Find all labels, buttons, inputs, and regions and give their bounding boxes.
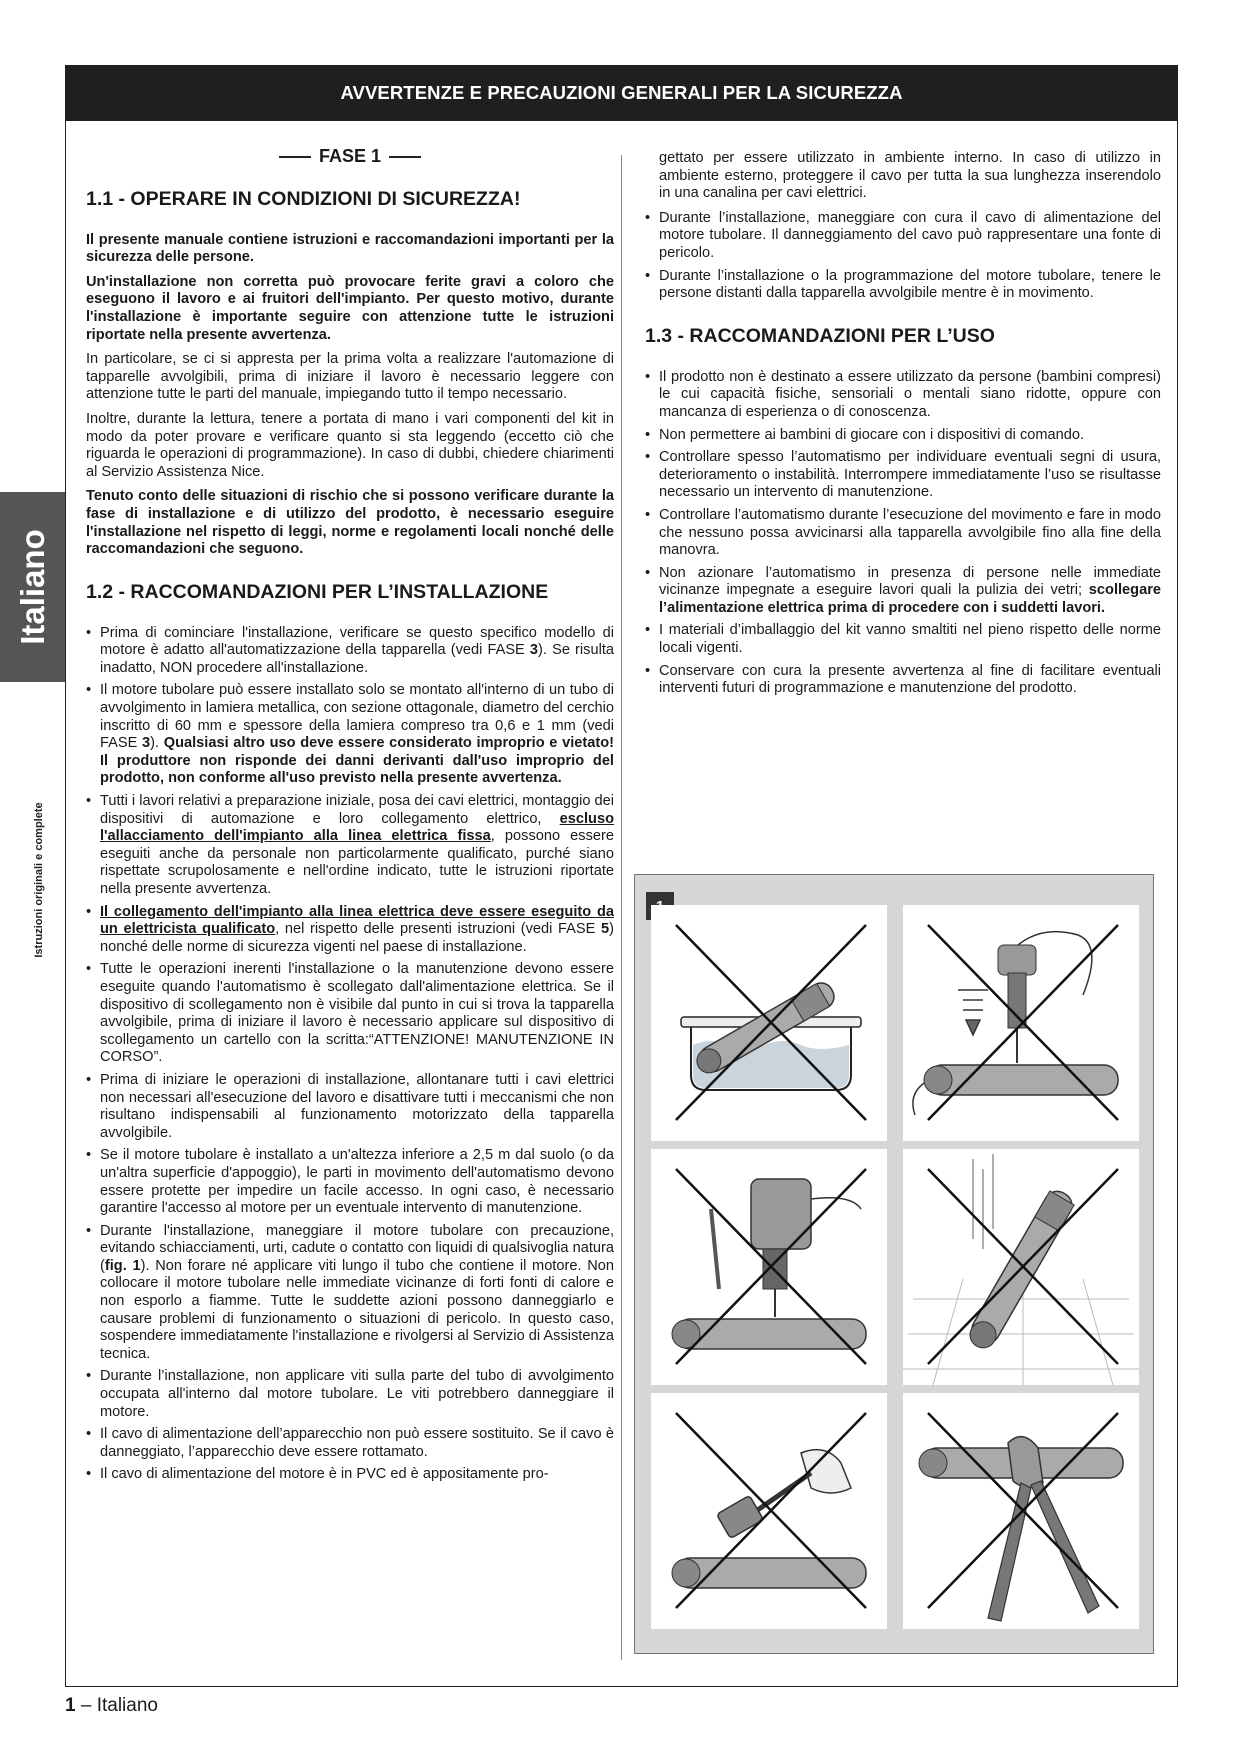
list-item: • Conservare con cura la presente avvertenza al fine di facilitare eventuali interventi futuri di programmazione e manutenzione del prodotto.	[645, 663, 1161, 698]
side-note: Istruzioni originali e complete	[33, 802, 45, 958]
section-1-1-title: 1.1 - OPERARE IN CONDIZIONI DI SICUREZZA!	[86, 187, 521, 210]
intro-paragraph-1: Il presente manuale contiene istruzioni e raccomandazioni importanti per la sicurezza delle persone.	[86, 231, 614, 266]
list-item: • Se il motore tubolare è installato a un'altezza inferiore a 2,5 m dal suolo (o da un'altra superficie d'appoggio), le parti in movimento dell'automatismo devono essere protette per impedire un facile accesso. In ogni caso, è necessario garantire l'accesso al motore per un eventuale intervento di manutenzione.	[86, 1147, 614, 1217]
hammer-on-tube-illustration	[651, 1393, 887, 1629]
motor-in-water-illustration	[651, 905, 887, 1141]
language-tab	[0, 492, 65, 682]
intro-paragraph-4: Inoltre, durante la lettura, tenere a portata di mano i vari componenti del kit in modo da poter provare e verificare quanto si sta leggendo (eccetto ciò che riguarda le operazioni di programmazione). In caso di dubbi, chiedere chiarimenti al Servizio Assistenza Nice.	[86, 410, 614, 480]
installation-list	[86, 625, 614, 1484]
language-tab-label: Italiano	[13, 529, 51, 645]
list-item: • Il collegamento dell'impianto alla linea elettrica deve essere eseguito da un elettricista qualificato, nel rispetto delle presenti istruzioni (vedi FASE 5) nonché delle norme di sicurezza vigenti nel paese di installazione.	[86, 904, 614, 957]
section-1-2-title: 1.2 - RACCOMANDAZIONI PER L’INSTALLAZIONE	[86, 580, 549, 603]
continued-paragraph: gettato per essere utilizzato in ambiente interno. In caso di utilizzo in ambiente esterno, proteggere il cavo per tutta la sua lunghezza inserendolo in una canalina per cavi elettrici.	[659, 150, 1161, 202]
section-1-3-title: 1.3 - RACCOMANDAZIONI PER L’USO	[645, 324, 995, 347]
panel-motor-dropped	[903, 1149, 1139, 1385]
footer-language: – Italiano	[80, 1695, 158, 1716]
list-item: • Il motore tubolare può essere installato solo se montato all'interno di un tubo di avvolgimento in lamiera metallica, con sezione ottagonale, diametro del cerchio inscritto di 60 mm e spessore della lamiera compreso tra 0,6 e 1 mm (vedi FASE 3). Qualsiasi altro uso deve essere considerato improprio e vietato! Il produttore non risponde dei danni derivanti dall'uso improprio del prodotto, non conforme all'uso previsto nella presente avvertenza.	[86, 682, 614, 788]
motor-dropped-illustration	[903, 1149, 1139, 1385]
list-item: • Controllare l’automatismo durante l’esecuzione del movimento e fare in modo che nessuno possa avvicinarsi alla tapparella avvolgibile fino alla fine della manovra.	[645, 507, 1161, 560]
intro-paragraph-2: Un'installazione non corretta può provocare ferite gravi a coloro che eseguono il lavoro e ai fruitori dell'impianto. Per questo motivo, durante l'installazione è importante seguire con attenzione tutte le istruzioni riportate nella presente avvertenza.	[86, 273, 614, 343]
header-title: AVVERTENZE E PRECAUZIONI GENERALI PER LA SICUREZZA	[340, 82, 903, 103]
page-footer	[65, 1695, 158, 1717]
intro-paragraph-5: Tenuto conto delle situazioni di rischio che si possono verificare durante la fase di installazione e di utilizzo del prodotto, è necessario eseguire l'installazione nel rispetto di leggi, norme e regolamenti locali nonché delle raccomandazioni che seguono.	[86, 488, 614, 558]
list-item: • Non permettere ai bambini di giocare con i dispositivi di comando.	[645, 427, 1161, 445]
list-item: • Tutte le operazioni inerenti l'installazione o la manutenzione devono essere eseguite quando l'automatismo è scollegato dall'alimentazione elettrica. Se il dispositivo di scollegamento non è visibile dal punto in cui si trova la tapparella avvolgibile, prima di iniziare il lavoro è necessario applicare sul dispositivo di scollegamento un cartello con la scritta:“ATTENZIONE! MANUTENZIONE IN CORSO”.	[86, 961, 614, 1067]
right-column	[645, 150, 1161, 703]
list-item: • Durante l’installazione, non applicare viti sulla parte del tubo di avvolgimento occupata all'interno dal motore tubolare. Le viti potrebbero danneggiare il motore.	[86, 1368, 614, 1421]
screw-into-tube-illustration	[903, 905, 1139, 1141]
pliers-on-tube-illustration	[903, 1393, 1139, 1629]
page-number: 1	[65, 1695, 76, 1716]
left-column	[86, 140, 614, 1489]
list-item: • Prima di cominciare l'installazione, verificare se questo specifico modello di motore è adatto all'automatizzazione della tapparella (vedi FASE 3). Se risulta inadatto, NON procedere all'installazione.	[86, 625, 614, 678]
list-item: • I materiali d’imballaggio del kit vanno smaltiti nel pieno rispetto delle norme locali vigenti.	[645, 622, 1161, 657]
panel-screw-into-tube	[903, 905, 1139, 1141]
figure-1	[634, 874, 1154, 1654]
column-divider	[621, 155, 622, 1660]
page-header	[65, 65, 1178, 121]
panel-motor-in-water	[651, 905, 887, 1141]
panel-drill-into-tube	[651, 1149, 887, 1385]
list-item: • Durante l'installazione, maneggiare il motore tubolare con precauzione, evitando schiacciamenti, urti, cadute o contatto con liquidi di qualsivoglia natura (fig. 1). Non forare né applicare viti lungo il tubo che contiene il motore. Non collocare il motore tubolare nelle immediate vicinanze di forti fonti di calore e non esporlo a fiamme. Tutte le suddette azioni possono danneggiarlo e causare problemi di funzionamento o situazioni di pericolo. In questo caso, sospendere immediatamente l'installazione e rivolgersi al Servizio di Assistenza tecnica.	[86, 1223, 614, 1364]
list-item: • Durante l’installazione, maneggiare con cura il cavo di alimentazione del motore tubolare. Il danneggiamento del cavo può rappresentare una fonte di pericolo.	[645, 210, 1161, 263]
panel-pliers-on-tube	[903, 1393, 1139, 1629]
panel-hammer-on-tube	[651, 1393, 887, 1629]
list-item: • Prima di iniziare le operazioni di installazione, allontanare tutti i cavi elettrici non necessari all'esecuzione del lavoro e disattivare tutti i meccanismi che non risultano indispensabili al funzionamento motorizzato della tapparella avvolgibile.	[86, 1072, 614, 1142]
intro-paragraph-3: In particolare, se ci si appresta per la prima volta a realizzare l'automazione di tapparelle avvolgibili, prima di iniziare il lavoro è necessario leggere con attenzione tutte le parti del manuale, impiegando tutto il tempo necessario.	[86, 351, 614, 403]
list-item: • Non azionare l’automatismo in presenza di persone nelle immediate vicinanze impegnate a eseguire lavori quali la pulizia dei vetri; scollegare l’alimentazione elettrica prima di procedere con i suddetti lavori.	[645, 565, 1161, 618]
usage-list	[645, 369, 1161, 698]
list-item: • Il cavo di alimentazione dell’apparecchio non può essere sostituito. Se il cavo è danneggiato, l’apparecchio deve essere rottamato.	[86, 1426, 614, 1461]
installation-list-continued	[645, 210, 1161, 303]
phase-heading: FASE 1	[86, 148, 614, 166]
list-item: • Il cavo di alimentazione del motore è in PVC ed è appositamente pro-	[86, 1466, 614, 1484]
list-item: • Controllare spesso l’automatismo per individuare eventuali segni di usura, deterioramento o instabilità. Interrompere immediatamente l’uso se risultasse necessario un intervento di manutenzione.	[645, 449, 1161, 502]
list-item: • Durante l’installazione o la programmazione del motore tubolare, tenere le persone distanti dalla tapparella avvolgibile mentre è in movimento.	[645, 268, 1161, 303]
list-item: • Il prodotto non è destinato a essere utilizzato da persone (bambini compresi) le cui capacità fisiche, sensoriali o mentali siano ridotte, oppure con mancanza di esperienza o di conoscenza.	[645, 369, 1161, 422]
drill-into-tube-illustration	[651, 1149, 887, 1385]
list-item: • Tutti i lavori relativi a preparazione iniziale, posa dei cavi elettrici, montaggio dei dispositivi di automazione e loro collegamento elettrico, escluso l'allacciamento dell'impianto alla linea elettrica fissa, possono essere eseguiti anche da personale non particolarmente qualificato, purché siano rispettate scrupolosamente e nell'ordine indicato, tutte le istruzioni riportate nella presente avvertenza.	[86, 793, 614, 899]
